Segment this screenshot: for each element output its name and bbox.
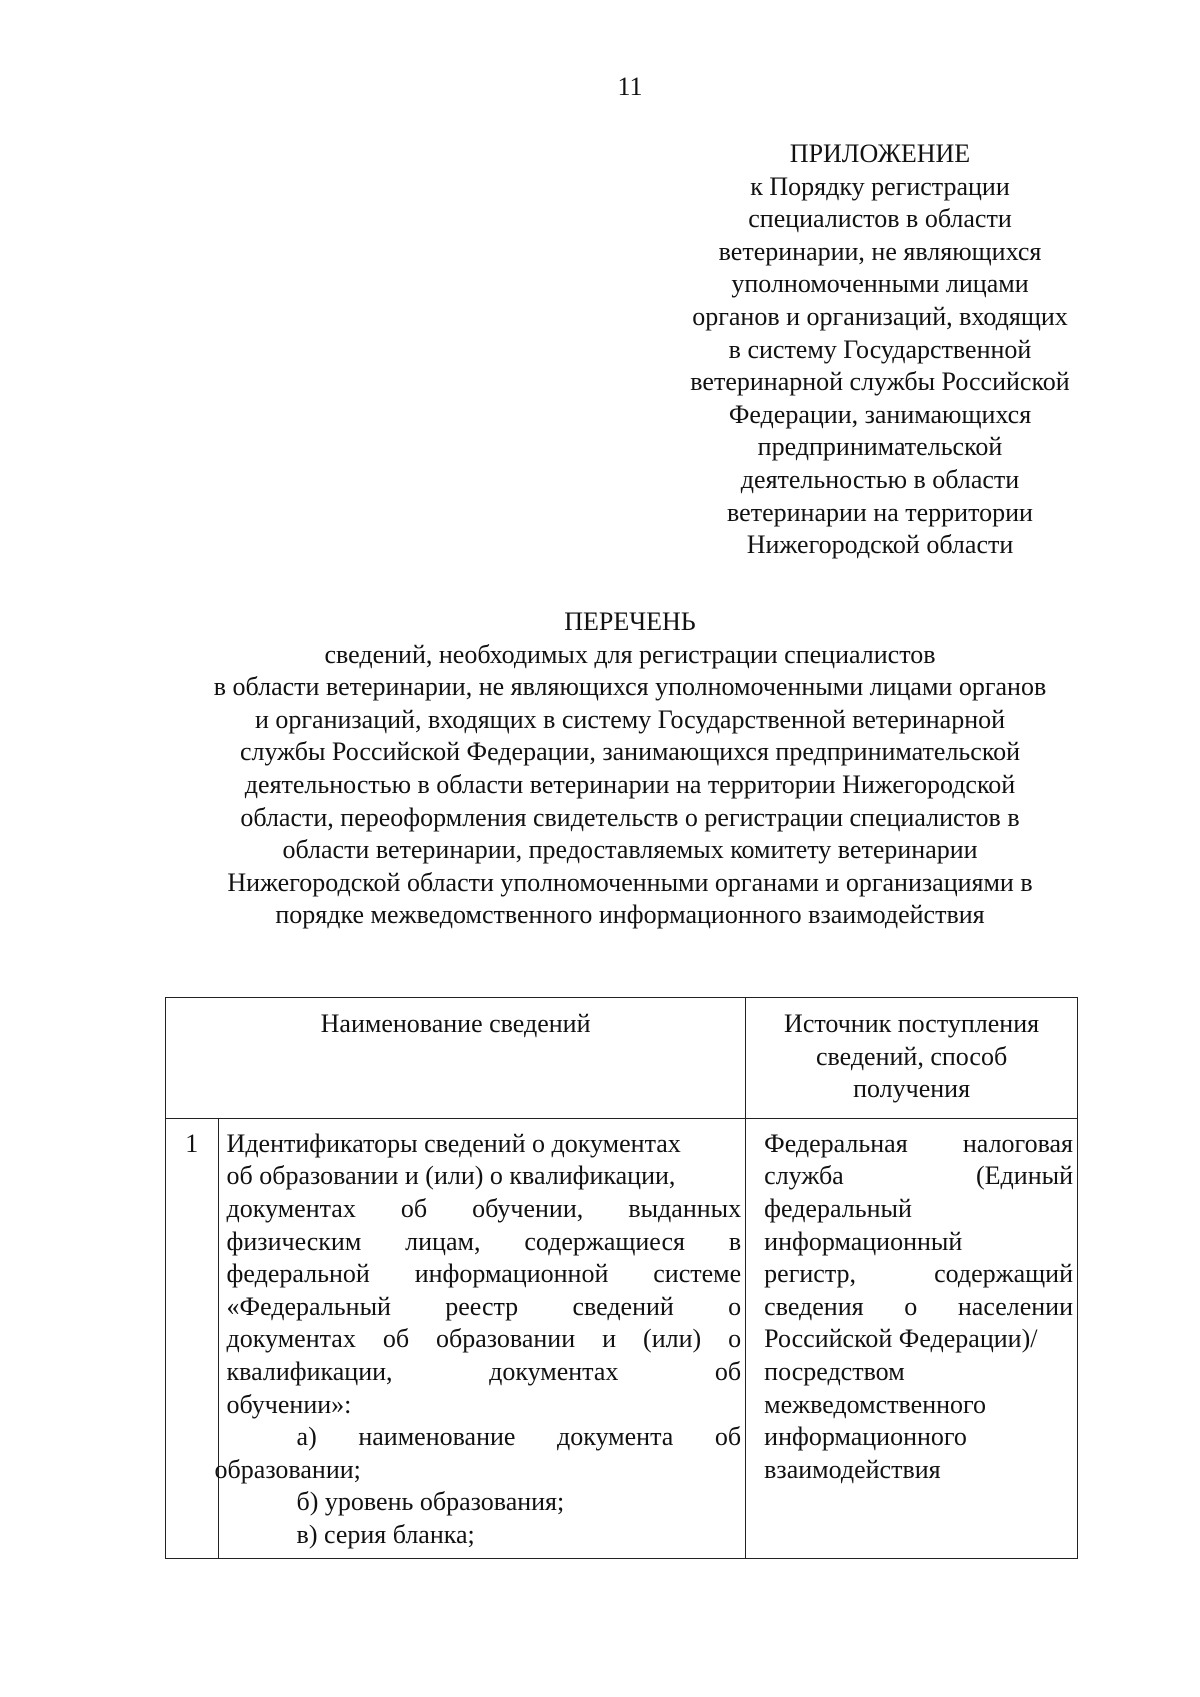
word: населении [957, 1291, 1073, 1321]
word: о [728, 1291, 742, 1321]
word: документах [489, 1356, 619, 1386]
list-subtitle-line: области ветеринарии, предоставляемых комитету ветеринарии [282, 835, 978, 865]
source-line: информационного [764, 1422, 967, 1452]
list-subtitle-line: Нижегородской области уполномоченными органами и организациями в [227, 867, 1033, 897]
word: об [714, 1356, 742, 1386]
header-source-line: сведений, способ [815, 1041, 1008, 1071]
appendix-line: ветеринарии на территории [727, 497, 1033, 527]
word: налоговая [962, 1128, 1073, 1158]
description-line [227, 1226, 742, 1259]
list-subtitle-line: в области ветеринарии, не являющихся уполномоченными лицами органов [213, 672, 1047, 702]
source-line [764, 1128, 1073, 1161]
header-name-label: Наименование сведений [320, 1009, 591, 1038]
list-subtitle-line: службы Российской Федерации, занимающихся предпринимательской [239, 737, 1021, 767]
header-name-cell [166, 998, 746, 1119]
word: об образовании и (или) о квалификации, [226, 1161, 676, 1191]
row-number: 1 [185, 1128, 199, 1158]
word: (Единый [976, 1161, 1073, 1191]
word: документах [226, 1324, 356, 1354]
word: лицам, [405, 1226, 481, 1256]
description-line [227, 1258, 742, 1291]
appendix-line: ветеринарии, не являющихся [718, 236, 1042, 266]
source-line: информационный [764, 1226, 963, 1256]
word: физическим [226, 1226, 362, 1256]
word: наименование [358, 1422, 516, 1452]
word: квалификации, [226, 1356, 393, 1386]
table-row [166, 1118, 1078, 1558]
appendix-title: ПРИЛОЖЕНИЕ [789, 139, 971, 168]
word: и [602, 1324, 617, 1354]
word: о [904, 1291, 918, 1321]
page-number: 11 [617, 72, 643, 101]
word: системе [653, 1259, 742, 1289]
description-line [227, 1128, 742, 1161]
word: содержащиеся [524, 1226, 685, 1256]
appendix-line: ветеринарной службы Российской [690, 367, 1070, 397]
info-table [165, 997, 1078, 1559]
word: (или) [643, 1324, 702, 1354]
word: информационной [414, 1259, 609, 1289]
word: об [382, 1324, 410, 1354]
appendix-line: уполномоченными лицами [731, 269, 1029, 299]
description-line: обучении»: [226, 1389, 352, 1419]
source-line: федеральный [764, 1193, 912, 1223]
list-subtitle-line: и организаций, входящих в систему Государственной ветеринарной [254, 704, 1006, 734]
item-a-continuation: образовании; [214, 1454, 361, 1484]
appendix-line: деятельностью в области [740, 464, 1020, 494]
word: о [728, 1324, 742, 1354]
item-a-line [227, 1421, 742, 1454]
word: федеральной [226, 1259, 370, 1289]
word: документах [226, 1193, 356, 1223]
word: Идентификаторы сведений о документах [226, 1128, 681, 1158]
word: об [400, 1193, 428, 1223]
list-heading-block [150, 606, 1110, 932]
source-line [764, 1258, 1073, 1291]
source-line: Российской Федерации)/ [764, 1324, 1038, 1354]
word: образовании [436, 1324, 576, 1354]
header-source-line: получения [853, 1074, 971, 1104]
source-line [764, 1291, 1073, 1324]
description-line [227, 1160, 742, 1193]
word: регистр, [764, 1259, 856, 1289]
item-b: б) уровень образования; [296, 1487, 565, 1517]
table-header-row [166, 998, 1078, 1119]
word: обучении, [472, 1193, 584, 1223]
list-subtitle-line: сведений, необходимых для регистрации специалистов [324, 639, 936, 669]
appendix-block [655, 138, 1105, 562]
word: сведений [572, 1291, 674, 1321]
appendix-line: в систему Государственной [728, 334, 1032, 364]
appendix-line: к Порядку регистрации [750, 171, 1010, 201]
appendix-line: Федерации, занимающихся [728, 399, 1032, 429]
description-line [227, 1356, 742, 1389]
list-title: ПЕРЕЧЕНЬ [564, 607, 696, 636]
appendix-line: специалистов в области [748, 204, 1012, 234]
description-line [227, 1323, 742, 1356]
word: содержащий [934, 1259, 1073, 1289]
word: в [728, 1226, 742, 1256]
row-description-cell [214, 1118, 746, 1558]
list-subtitle-line: области, переоформления свидетельств о регистрации специалистов в [240, 802, 1020, 832]
word: документа [557, 1422, 674, 1452]
row-number-cell [166, 1118, 219, 1558]
description-line [227, 1291, 742, 1324]
source-line: посредством [764, 1356, 905, 1386]
row-source-cell [746, 1118, 1078, 1558]
header-source-line: Источник поступления [784, 1009, 1040, 1038]
header-source-cell [746, 998, 1078, 1119]
list-subtitle-line: деятельностью в области ветеринарии на территории Нижегородской [244, 769, 1016, 799]
appendix-line: Нижегородской области [746, 530, 1014, 560]
word: а) [296, 1422, 317, 1452]
item-c: в) серия бланка; [296, 1519, 475, 1549]
word: сведения [764, 1291, 864, 1321]
list-subtitle-line: порядке межведомственного информационного взаимодействия [275, 900, 985, 930]
word: служба [764, 1161, 844, 1191]
appendix-line: органов и организаций, входящих [692, 301, 1068, 331]
source-line: взаимодействия [764, 1454, 941, 1484]
source-line [764, 1160, 1073, 1193]
word: Федеральная [764, 1128, 908, 1158]
word: «Федеральный [226, 1291, 391, 1321]
source-line: межведомственного [764, 1389, 987, 1419]
word: реестр [445, 1291, 519, 1321]
description-line [227, 1193, 742, 1226]
appendix-line: предпринимательской [757, 432, 1003, 462]
word: выданных [628, 1193, 742, 1223]
word: об [714, 1422, 742, 1452]
